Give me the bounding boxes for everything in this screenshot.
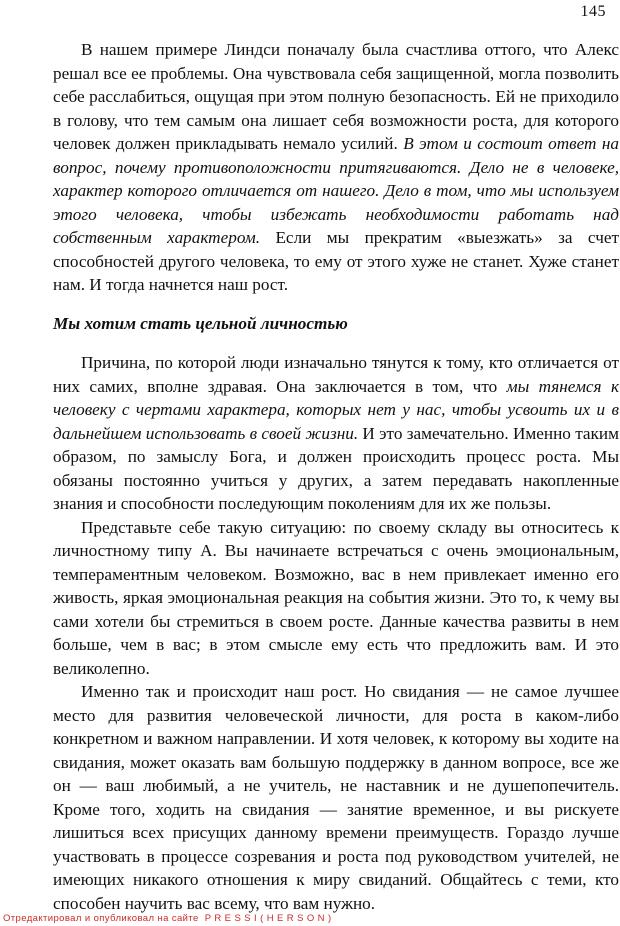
text-run: В нашем примере Линдси поначалу была счастлива оттого, что Алекс решал все ее проблемы. Она чувствовала себя защищенной, могла позволить себе расслабиться, ощущая при этом полную безопасность. Ей не приходило в голову, что тем самым она лишает себя возможности роста, для которого человек должен прикладывать немало усилий.: [53, 40, 619, 153]
text-run-italic: мы тянемся к человеку с чертами характера, которых нет у нас, чтобы усвоить их и в дальнейшем использовать в своей жизни.: [53, 376, 619, 443]
text-run: Представьте себе такую ситуацию: по своему складу вы относитесь к личностному типу А. Вы начинаете встречаться с очень эмоциональным, темпераментным человеком. Возможно, вас в нем привлекает именно его живость, яркая эмоциональная реакция на события жизни. Это то, к чему вы сами хотели бы стремиться в своем росте. Данные качества развиты в нем больше, чем в вас; в этом смысле ему есть что предложить вам. И это великолепно.: [53, 517, 619, 678]
paragraph: [53, 680, 619, 915]
paragraph: [53, 516, 619, 681]
text-run: Если мы прекратим «выезжать» за счет способностей другого человека, то ему от этого хуже не станет. Хуже станет нам. И тогда начнется наш рост.: [53, 228, 619, 294]
text-run: Именно так и происходит наш рост. Но свидания — не самое лучшее место для развития человеческой личности, для роста в каком-либо конкретном и важном направлении. И хотя человек, к которому вы ходите на свидания, может оказать вам большую поддержку в данном вопросе, все же он — ваш любимый, а не учитель, не наставник и не душепопечитель. Кроме того, ходить на свидания — занятие временное, и вы рискуете лишиться всех присущих данному времени преимуществ. Гораздо лучше участвовать в процессе созревания и роста под руководством учителей, не имеющих никакого отношения к миру свиданий. Общайтесь с теми, кто способен научить вас всему, что вам нужно.: [53, 682, 619, 913]
section-heading: Мы хотим стать цельной личностью: [53, 313, 348, 333]
intro-section: [53, 38, 619, 297]
paragraph: [53, 351, 619, 516]
text-run-italic: В этом и состоит ответ на вопрос, почему противоположности притягиваются. Дело не в человеке, характер которого отличается от нашего. Дело в том, что мы используем этого человека, чтобы избежать необходимости работать над собственным характером.: [53, 134, 619, 247]
page-body: [53, 38, 619, 915]
footer-credit: Отредактировал и опубликовал на сайте P R E S S I ( H E R S O N ): [3, 913, 332, 924]
text-run: И это замечательно. Именно таким образом, по замыслу Бога, и должен происходить процесс роста. Мы обязаны постоянно учиться у других, а затем передавать накопленные знания и способности последующим поколениям для их же пользы.: [53, 423, 619, 513]
paragraph: [53, 38, 619, 297]
text-run: Причина, по которой люди изначально тянутся к тому, кто отличается от них самих, вполне здравая. Она заключается в том, что: [53, 353, 619, 396]
page-number: 145: [580, 3, 606, 20]
main-section: [53, 351, 619, 915]
